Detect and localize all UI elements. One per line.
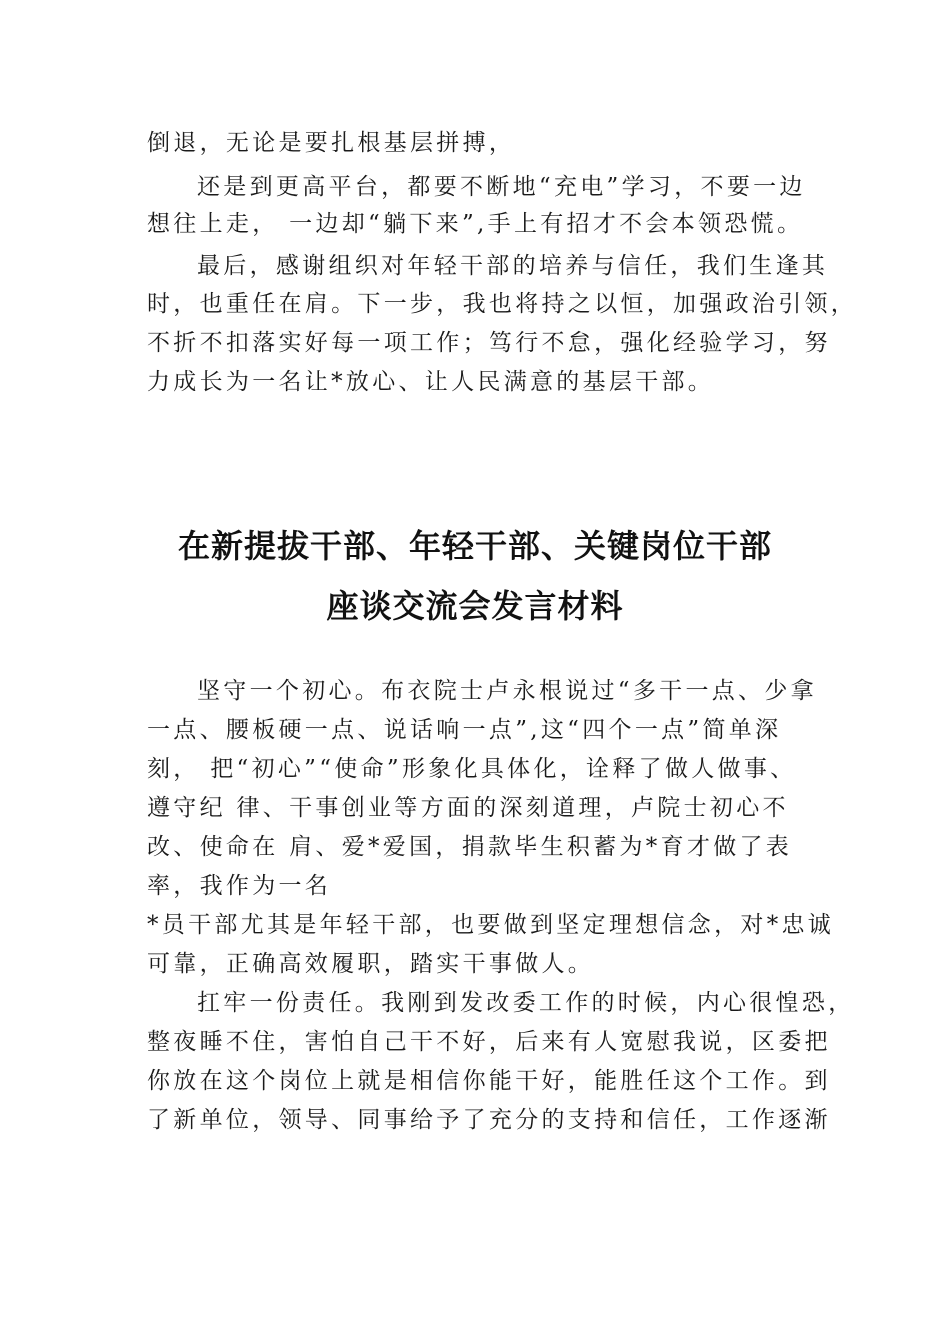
text-line: 改、使命在 肩、爱*爱国，捐款毕生积蓄为*育才做了表: [147, 834, 793, 860]
text-line: 不折不扣落实好每一项工作；笃行不怠，强化经验学习，努: [147, 330, 831, 356]
text-line: 还是到更高平台，都要不断地“充电”学习，不要一边: [197, 174, 806, 200]
text-line: 倒退，无论是要扎根基层拼搏，: [147, 130, 516, 156]
text-line: 可靠，正确高效履职，踏实干事做人。: [147, 951, 595, 977]
text-line: 坚守一个初心。布衣院士卢永根说过“多干一点、少拿: [197, 678, 817, 704]
text-line: 刻， 把“初心”“使命”形象化具体化，诠释了做人做事、: [147, 756, 797, 782]
text-line: 最后，感谢组织对年轻干部的培养与信任，我们生逢其: [197, 253, 829, 279]
article-title-line-1: 在新提拔干部、年轻干部、关键岗位干部: [177, 527, 772, 565]
text-line: 扛牢一份责任。我刚到发改委工作的时候，内心很惶恐，: [197, 990, 855, 1016]
text-line: 遵守纪 律、干事创业等方面的深刻道理，卢院士初心不: [147, 795, 789, 821]
text-line: 想往上走， 一边却“躺下来”,手上有招才不会本领恐慌。: [147, 211, 804, 237]
text-line: 时，也重任在肩。下一步，我也将持之以恒，加强政治引领，: [147, 291, 858, 317]
text-line: 率，我作为一名: [147, 873, 332, 899]
text-line: *员干部尤其是年轻干部，也要做到坚定理想信念，对*忠诚: [147, 912, 835, 938]
text-line: 了新单位，领导、同事给予了充分的支持和信任，工作逐渐: [147, 1107, 831, 1133]
text-line: 整夜睡不住，害怕自己干不好，后来有人宽慰我说，区委把: [147, 1029, 831, 1055]
text-line: 你放在这个岗位上就是相信你能干好，能胜任这个工作。到: [147, 1068, 831, 1094]
article-title-line-2: 座谈交流会发言材料: [326, 587, 624, 625]
text-line: 力成长为一名让*放心、让人民满意的基层干部。: [147, 369, 715, 395]
text-line: 一点、腰板硬一点、说话响一点”,这“四个一点”简单深: [147, 717, 782, 743]
